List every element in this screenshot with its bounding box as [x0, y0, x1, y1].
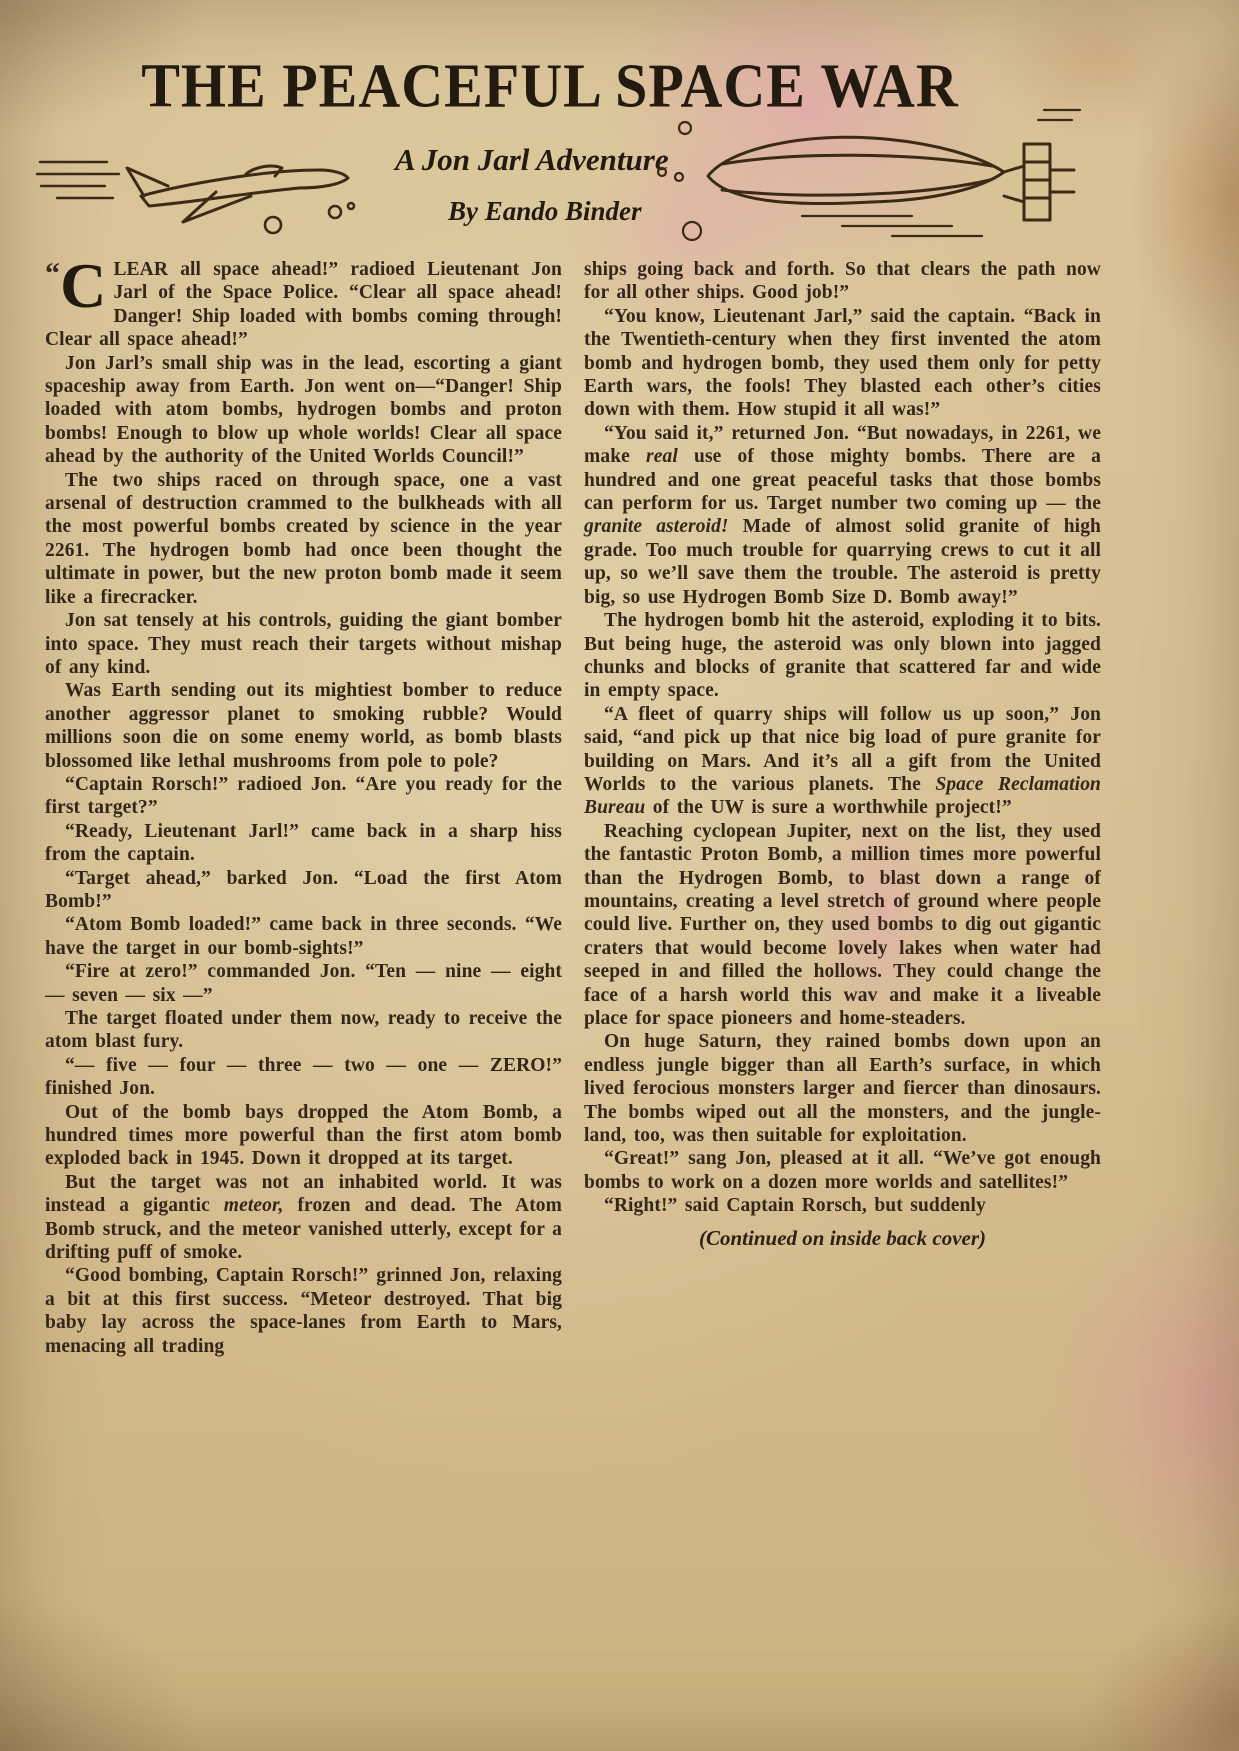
story-paragraph: “Target ahead,” barked Jon. “Load the first Atom Bomb!”	[45, 867, 562, 912]
continued-note: (Continued on inside back cover)	[699, 1225, 986, 1250]
story-paragraph: “Great!” sang Jon, pleased at it all. “We’ve got enough bombs to work on a dozen more worlds and satellites!”	[584, 1148, 1101, 1193]
opening-paragraph-text: LEAR all space ahead!” radioed Lieutenant Jon Jarl of the Space Police. “Clear all space ahead! Danger! Ship loaded with bombs coming through! Clear all space ahead!”	[45, 259, 562, 351]
opening-paragraph	[45, 258, 562, 352]
story-paragraph: The two ships raced on through space, one a vast arsenal of destruction crammed to the bulkheads with all the most powerful bombs created by science in the year 2261. The hydrogen bomb had once been thought the ultimate in power, but the new proton bomb made it seem like a firecracker.	[45, 469, 562, 608]
rocket-illustration	[35, 126, 385, 243]
story-paragraph: On huge Saturn, they rained bombs down upon an endless jungle bigger than all Earth’s surface, in which lived ferocious monsters larger and fiercer than dinosaurs. The bombs wiped out all the monsters, and the jungle-land, too, was then suitable for exploitation.	[584, 1031, 1101, 1147]
story-paragraph: But the target was not an inhabited world. It was instead a gigantic meteor, frozen and dead. The Atom Bomb struck, and the meteor vanished utterly, except for a drifting puff of smoke.	[45, 1171, 563, 1264]
page-header	[0, 0, 1239, 258]
story-paragraph: Jon sat tensely at his controls, guiding the giant bomber into space. They must reach their targets without mishap of any kind.	[45, 610, 562, 678]
story-paragraph: “Ready, Lieutenant Jarl!” came back in a sharp hiss from the captain.	[45, 820, 562, 866]
drop-cap-quote: “	[45, 258, 61, 290]
continuation-paragraph: ships going back and forth. So that clears the path now for all other ships. Good job!”	[584, 259, 1101, 304]
drop-cap-letter: C	[60, 258, 107, 321]
page-title: THE PEACEFUL SPACE WAR	[141, 50, 959, 121]
story-paragraph: “Fire at zero!” commanded Jon. “Ten — nine — eight — seven — six —”	[45, 961, 562, 1006]
story-paragraph: “Right!” said Captain Rorsch, but suddenly	[604, 1195, 986, 1217]
drop-cap	[45, 258, 107, 321]
right-column	[584, 258, 1101, 1738]
story-paragraph: Out of the bomb bays dropped the Atom Bomb, a hundred times more powerful than the first atom bomb exploded back in 1945. Down it dropped at its target.	[45, 1101, 562, 1170]
story-paragraph: The target floated under them now, ready to receive the atom blast fury.	[45, 1008, 562, 1053]
story-paragraph: “You said it,” returned Jon. “But nowadays, in 2261, we make real use of those mighty bombs. There are a hundred and one great peaceful tasks that those bombs can perform for us. Target number two coming up — the granite asteroid! Made of almost solid granite of high grade. Too much trouble for quarrying crews to cut it all up, so we’ll save them the trouble. The asteroid is pretty big, so use Hydrogen Bomb Size D. Bomb away!”	[584, 422, 1102, 608]
story-paragraph: The hydrogen bomb hit the asteroid, exploding it to bits. But being huge, the asteroid was only blown into jagged chunks and blocks of granite that scattered far and wide in empty space.	[584, 610, 1101, 702]
story-paragraph: “You know, Lieutenant Jarl,” said the captain. “Back in the Twentieth-century when they first invented the atom bomb and hydrogen bomb, they used them only for petty Earth wars, the fools! They blasted each other’s cities down with them. How stupid it all was!”	[584, 305, 1101, 421]
story-subtitle: A Jon Jarl Adventure	[395, 142, 669, 177]
right-paragraph-list	[584, 305, 1101, 1218]
spaceship-illustration	[652, 104, 1087, 259]
story-paragraph: “Atom Bomb loaded!” came back in three seconds. “We have the target in our bomb-sights!”	[45, 914, 562, 959]
story-paragraph: Was Earth sending out its mightiest bomber to reduce another aggressor planet to smoking rubble? Would millions soon die on some enemy world, as bomb blasts blossomed like lethal mushrooms from pole to pole?	[45, 680, 562, 772]
story-paragraph: “— five — four — three — two — one — ZERO!” finished Jon.	[45, 1054, 562, 1100]
author-byline: By Eando Binder	[448, 196, 642, 226]
left-paragraph-list	[45, 352, 562, 1358]
story-paragraph: “Good bombing, Captain Rorsch!” grinned Jon, relaxing a bit at this first success. “Meteor destroyed. That big baby lay across the space-lanes from Earth to Mars, menacing all trading	[45, 1265, 562, 1357]
story-paragraph: Reaching cyclopean Jupiter, next on the list, they used the fantastic Proton Bomb, a million times more powerful than the Hydrogen Bomb, to blast down a range of mountains, creating a level stretch of ground where people could live. Further on, they used bombs to dig out gigantic craters that would become lovely lakes when water had seeped in and filled the hollows. They could change the face of a harsh world this wav and make it a liveable place for space pioneers and home-steaders.	[584, 820, 1101, 1029]
rocket-icon	[35, 126, 385, 238]
story-paragraph: Jon Jarl’s small ship was in the lead, escorting a giant spaceship away from Earth. Jon went on—“Danger! Ship loaded with atom bombs, hydrogen bombs and proton bombs! Enough to blow up whole worlds! Clear all space ahead by the authority of the United Worlds Council!”	[45, 352, 562, 468]
spaceship-icon	[652, 104, 1087, 254]
story-paragraph: “A fleet of quarry ships will follow us up soon,” Jon said, “and pick up that nice big load of pure granite for building on Mars. And it’s all a gift from the United Worlds to the various planets. The Space Reclamation Bureau of the UW is sure a worthwhile project!”	[584, 703, 1101, 819]
left-column	[45, 258, 562, 1738]
story-body	[0, 258, 1239, 1738]
story-paragraph: “Captain Rorsch!” radioed Jon. “Are you ready for the first target?”	[45, 773, 562, 819]
